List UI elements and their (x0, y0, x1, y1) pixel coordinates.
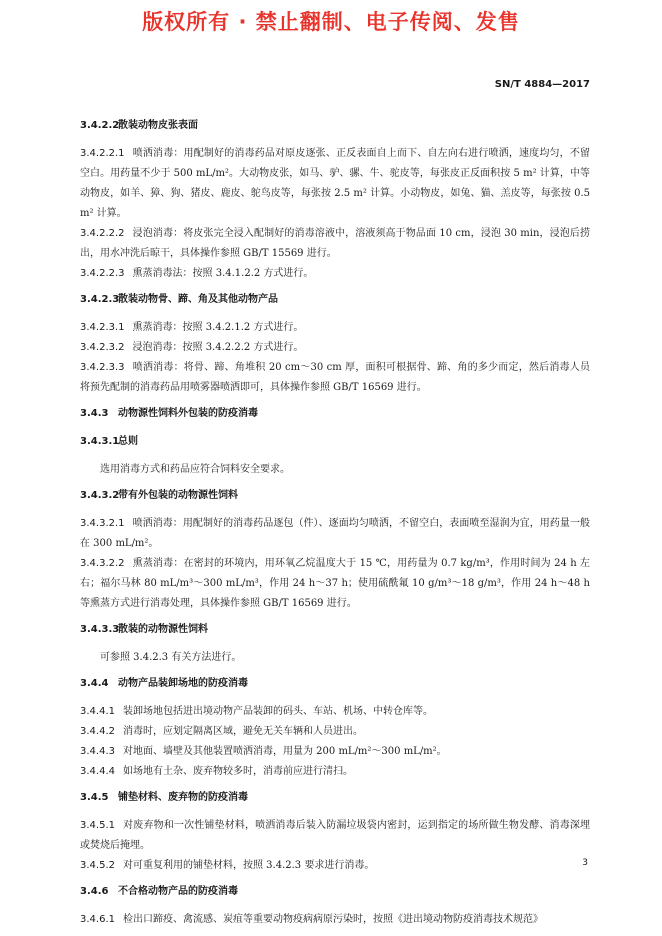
page-number: 3 (582, 858, 588, 868)
section-number: 3.4.2.3 (80, 294, 120, 305)
section-number: 3.4.5 (80, 792, 109, 803)
clause-number: 3.4.5.1 (80, 820, 115, 831)
clause-number: 3.4.5.2 (80, 860, 115, 871)
section-number: 3.4.3.2 (80, 490, 120, 501)
section-number: 3.4.3.1 (80, 436, 120, 447)
clause-paragraph (80, 224, 590, 264)
clause-text: 熏蒸消毒法：按照 3.4.1.2.2 方式进行。 (132, 268, 314, 279)
clause-number: 3.4.4.2 (80, 726, 115, 737)
clause-number: 3.4.2.3.1 (80, 322, 125, 333)
clause-paragraph (80, 358, 590, 398)
body-paragraph: 选用消毒方式和药品应符合饲料安全要求。 (100, 464, 290, 475)
section-heading (80, 404, 590, 424)
body-paragraph: 可参照 3.4.2.3 有关方法进行。 (100, 652, 242, 663)
section-number: 3.4.3 (80, 408, 109, 419)
clause-number: 3.4.2.2.3 (80, 268, 125, 279)
clause-text: 熏蒸消毒：按照 3.4.2.1.2 方式进行。 (132, 322, 304, 333)
clause-text: 浸泡消毒：将皮张完全浸入配制好的消毒溶液中，溶液须高于物品面 10 cm，浸泡 30 min，浸泡后捞出，用水冲洗后晾干，具体操作参照 GB/T 15569 进行。 (80, 228, 590, 259)
section-heading (80, 620, 590, 640)
clause-paragraph (80, 338, 590, 358)
section-heading (80, 432, 590, 452)
clause-text: 对地面、墙壁及其他装置喷洒消毒，用量为 200 mL/m²～300 mL/m²。 (123, 746, 447, 757)
clause-number: 3.4.2.3.2 (80, 342, 125, 353)
section-title: 动物产品装卸场地的防疫消毒 (118, 678, 248, 689)
clause-text: 对可重复利用的铺垫材料，按照 3.4.2.3 要求进行消毒。 (123, 860, 375, 871)
clause-paragraph (80, 318, 590, 338)
section-number: 3.4.4 (80, 678, 109, 689)
section-title: 不合格动物产品的防疫消毒 (118, 886, 238, 897)
clause-paragraph (80, 722, 590, 742)
clause-text: 喷洒消毒：用配制好的消毒药品逐包（件）、逐面均匀喷洒，不留空白，表面喷至湿润为宜，用药量一般在 300 mL/m²。 (80, 518, 590, 549)
clause-number: 3.4.2.2.2 (80, 228, 125, 239)
clause-paragraph (80, 144, 590, 224)
section-heading (80, 882, 590, 902)
section-title: 散装动物皮张表面 (118, 120, 198, 131)
clause-number: 3.4.2.2.1 (80, 148, 125, 159)
section-title: 带有外包装的动物源性饲料 (118, 490, 238, 501)
clause-text: 熏蒸消毒：在密封的环境内，用环氧乙烷温度大于 15 ℃，用药量为 0.7 kg/m³，作用时间为 24 h 左右；福尔马林 80 mL/m³～300 mL/m³，作用 24 h～37 h；使用硫酰氟 10 g/m³～18 g/m³，作用 24 h～48 h 等熏蒸方式进行消毒处理，具体操作参照 GB/T 16569 进行。 (80, 558, 590, 609)
section-heading (80, 788, 590, 808)
section-heading (80, 290, 590, 310)
section-title: 总则 (118, 436, 138, 447)
clause-number: 3.4.2.3.3 (80, 362, 125, 373)
section-title: 散装动物骨、蹄、角及其他动物产品 (118, 294, 278, 305)
clause-number: 3.4.3.2.1 (80, 518, 125, 529)
clause-text: 装卸场地包括进出境动物产品装卸的码头、车站、机场、中转仓库等。 (123, 706, 433, 717)
clause-paragraph (80, 514, 590, 554)
clause-text: 对废弃物和一次性铺垫材料，喷洒消毒后装入防漏垃圾袋内密封，运到指定的场所做生物发酵、消毒深埋或焚烧后掩埋。 (80, 820, 590, 851)
clause-number: 3.4.6.1 (80, 914, 115, 925)
clause-paragraph (80, 264, 590, 284)
section-title: 散装的动物源性饲料 (118, 624, 208, 635)
clause-paragraph (80, 856, 590, 876)
clause-text: 检出口蹄疫、禽流感、炭疽等重要动物疫病病原污染时，按照《进出境动物防疫消毒技术规范》 (123, 914, 543, 925)
clause-text: 喷洒消毒：将骨、蹄、角堆积 20 cm～30 cm 厚，面积可根据骨、蹄、角的多少而定，然后消毒人员将预先配制的消毒药品用喷雾器喷洒即可，具体操作参照 GB/T 16569 进行。 (80, 362, 590, 393)
clause-paragraph (80, 702, 590, 722)
clause-text: 消毒时，应划定隔离区域，避免无关车辆和人员进出。 (123, 726, 363, 737)
section-heading (80, 674, 590, 694)
clause-paragraph (80, 554, 590, 614)
clause-number: 3.4.4.3 (80, 746, 115, 757)
clause-number: 3.4.4.1 (80, 706, 115, 717)
clause-text: 喷洒消毒：用配制好的消毒药品对原皮逐张、正反表面自上而下、自左向右进行喷洒，速度均匀，不留空白。用药量不少于 500 mL/m²。大动物皮张，如马、驴、骡、牛、驼皮等，每张皮正反面积按 5 m² 计算，中等动物皮，如羊、獐、狗、猪皮、鹿皮、鸵鸟皮等，每张按 2.5 m² 计算。小动物皮，如兔、猫、羔皮等，每张按 0.5 m² 计算。 (80, 148, 590, 219)
clause-paragraph (80, 742, 590, 762)
section-number: 3.4.3.3 (80, 624, 120, 635)
section-title: 铺垫材料、废弃物的防疫消毒 (118, 792, 248, 803)
copyright-watermark: 版权所有 · 禁止翻制、电子传阅、发售 (142, 10, 520, 34)
section-title: 动物源性饲料外包装的防疫消毒 (118, 408, 258, 419)
clause-paragraph (80, 762, 590, 782)
clause-text: 如场地有土杂、废弃物较多时，消毒前应进行清扫。 (123, 766, 353, 777)
document-body (80, 110, 590, 930)
section-number: 3.4.2.2 (80, 120, 120, 131)
clause-text: 浸泡消毒：按照 3.4.2.2.2 方式进行。 (132, 342, 304, 353)
section-heading (80, 486, 590, 506)
clause-paragraph (80, 910, 590, 930)
section-heading (80, 116, 590, 136)
clause-paragraph (80, 816, 590, 856)
standard-code: SN/T 4884—2017 (494, 79, 590, 90)
clause-number: 3.4.4.4 (80, 766, 115, 777)
section-number: 3.4.6 (80, 886, 109, 897)
clause-number: 3.4.3.2.2 (80, 558, 125, 569)
